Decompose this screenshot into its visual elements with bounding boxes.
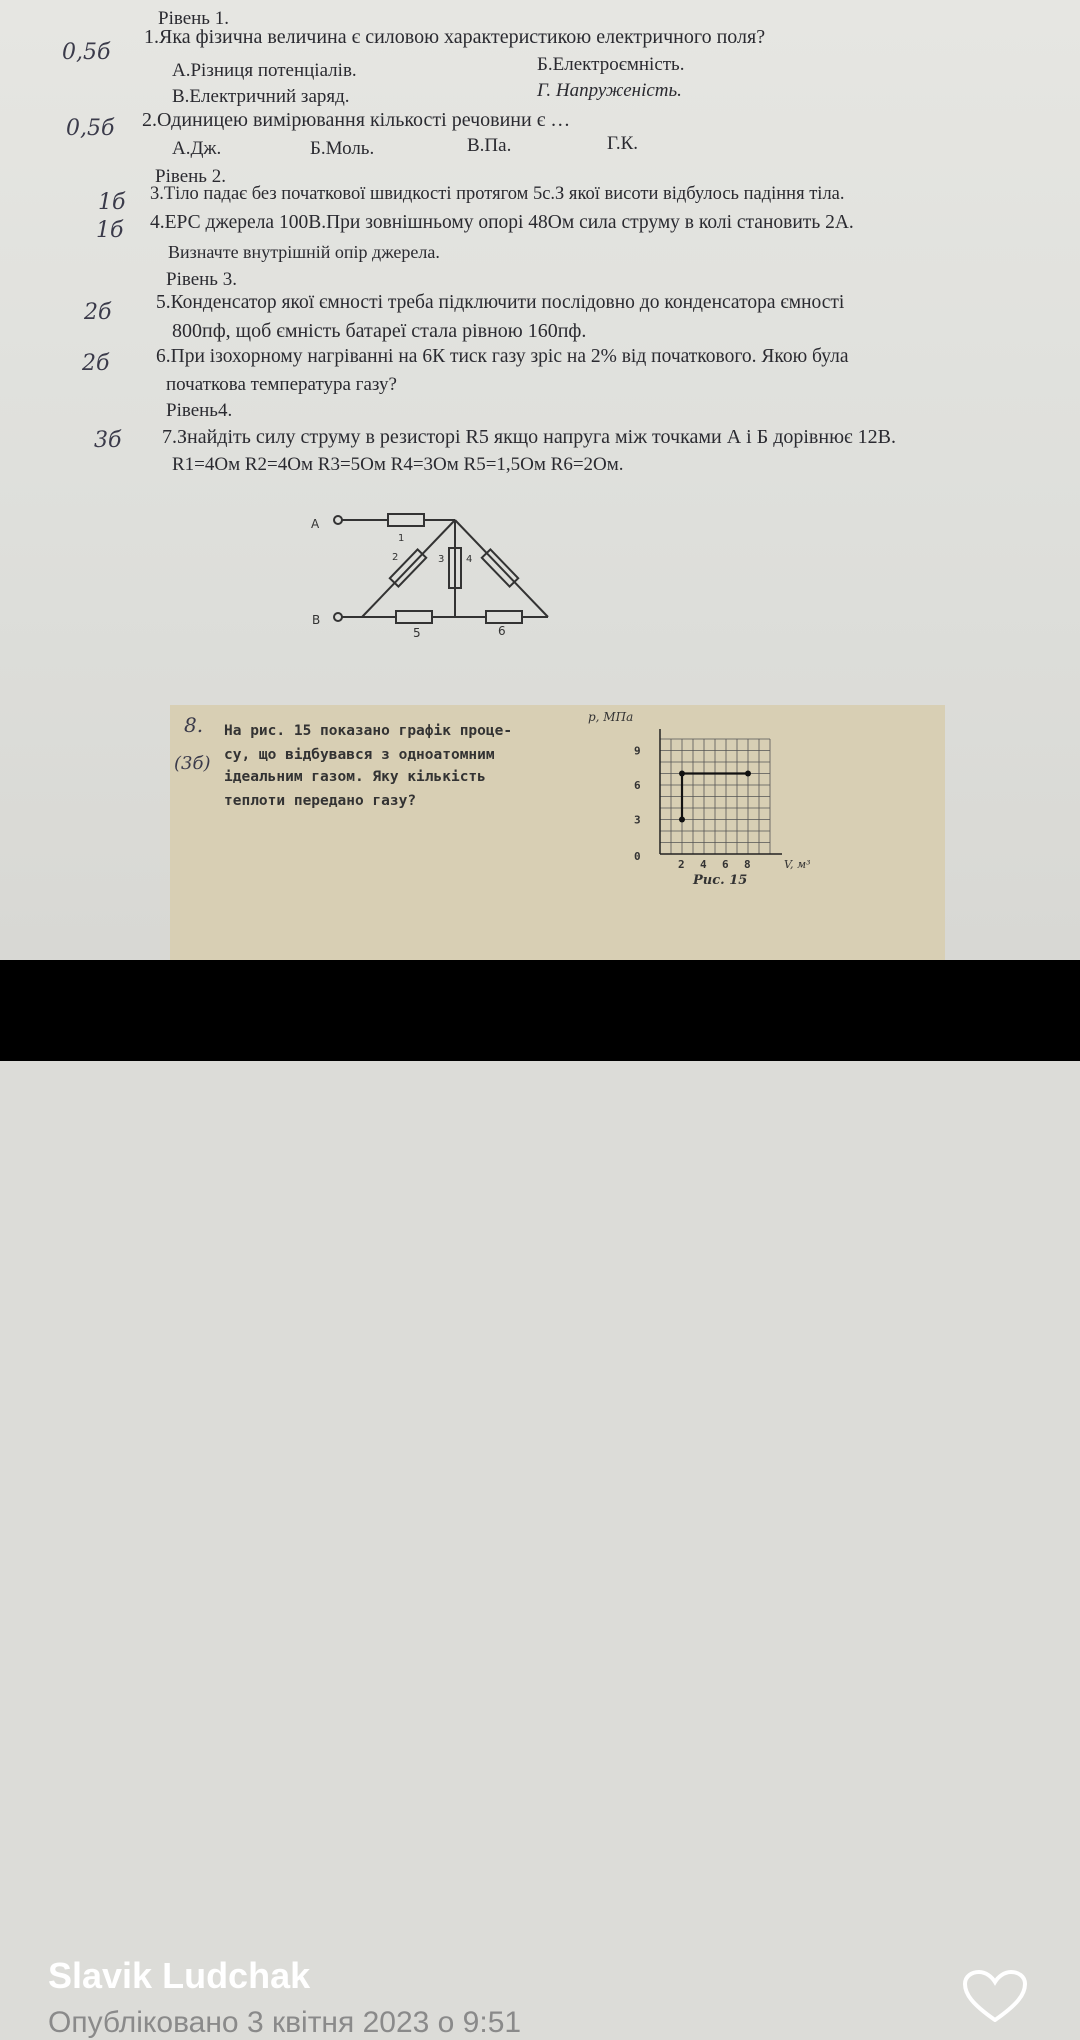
q1-option-d: Г. Напруженість.: [537, 80, 682, 101]
x-tick-label: 4: [700, 858, 707, 871]
heart-icon[interactable]: [962, 1970, 1028, 2022]
q8-line-2: су, що відбувався з одноатомним: [224, 747, 495, 763]
q8-line-4: теплоти передано газу?: [224, 793, 417, 809]
q6-mark: 2б: [82, 351, 110, 376]
y-tick-label: 9: [634, 744, 641, 758]
terminal-a: [334, 516, 342, 524]
q3-mark: 1б: [98, 190, 126, 215]
q2-text: 2.Одиницею вимірювання кількості речовини є …: [142, 109, 571, 131]
circuit-diagram: [300, 505, 560, 650]
q4-line1: 4.ЕРС джерела 100В.При зовнішньому опорі 48Ом сила струму в колі становить 2А.: [150, 212, 854, 233]
q7-line1: 7.Знайдіть силу струму в резисторі R5 якщо напруга між точками А і Б дорівнює 12В.: [162, 426, 896, 448]
label-r4: 4: [466, 554, 473, 565]
label-r1: 1: [398, 533, 405, 544]
q8-number: 8.: [184, 713, 204, 737]
data-point: [679, 771, 685, 777]
level-2-heading: Рівень 2.: [155, 166, 226, 187]
q4-mark: 1б: [96, 218, 124, 243]
q1-option-b: Б.Електроємність.: [537, 54, 685, 75]
resistor-r5: [396, 611, 432, 623]
data-point: [679, 817, 685, 823]
y-tick-label: 3: [634, 813, 641, 827]
origin-label: 0: [634, 850, 641, 863]
label-point-b: В: [312, 613, 321, 627]
q8-mark: (3б): [174, 753, 211, 774]
level-3-heading: Рівень 3.: [166, 269, 237, 290]
q2-option-d: Г.К.: [607, 133, 639, 154]
chart-title: Рис. 15: [693, 873, 748, 888]
q3-text: 3.Тіло падає без початкової швидкості протягом 5с.З якої висоти відбулось падіння тіла.: [150, 184, 845, 204]
q2-mark: 0,5б: [66, 116, 115, 141]
level-4-heading: Рівень4.: [166, 400, 233, 421]
q2-option-b: Б.Моль.: [310, 138, 375, 159]
x-tick-label: 6: [722, 858, 729, 871]
label-r3: 3: [438, 554, 445, 565]
terminal-b: [334, 613, 342, 621]
author-name[interactable]: Slavik Ludchak: [48, 1955, 311, 1996]
x-tick-label: 2: [678, 858, 685, 871]
q6-line2: початкова температура газу?: [166, 374, 397, 395]
pv-chart: [580, 712, 870, 892]
level-1-heading: Рівень 1.: [158, 8, 229, 29]
q8-line-1: На рис. 15 показано графік проце-: [224, 723, 513, 739]
x-axis-label: V, м³: [784, 858, 811, 871]
q5-line1: 5.Конденсатор якої ємності треба підключити послідовно до конденсатора ємності: [156, 292, 845, 313]
q1-text: 1.Яка фізична величина є силовою характеристикою електричного поля?: [144, 26, 766, 48]
label-r5: 5: [413, 626, 421, 640]
resistor-r1: [388, 514, 424, 526]
q2-option-a: А.Дж.: [172, 138, 222, 159]
worksheet-photo: [0, 0, 1080, 960]
q8-line-3: ідеальним газом. Яку кількість: [224, 769, 486, 785]
footer-bar: [0, 960, 1080, 2039]
label-r6: 6: [498, 624, 506, 638]
q1-mark: 0,5б: [62, 40, 111, 65]
q7-line2: R1=4Ом R2=4Ом R3=5Ом R4=3Ом R5=1,5Ом R6=2Ом.: [172, 454, 624, 475]
post-date: Опубліковано 3 квітня 2023 о 9:51: [48, 2006, 522, 2039]
y-tick-label: 6: [634, 779, 641, 792]
q1-option-a: А.Різниця потенціалів.: [172, 60, 357, 81]
q7-mark: 3б: [94, 428, 122, 453]
q5-mark: 2б: [84, 300, 112, 325]
x-tick-label: 8: [744, 858, 751, 871]
q6-line1: 6.При ізохорному нагріванні на 6К тиск газу зріс на 2% від початкового. Якою була: [156, 346, 849, 367]
label-point-a: А: [311, 517, 320, 531]
data-point: [745, 771, 751, 777]
q5-line2: 800пф, щоб ємність батареї стала рівною 160пф.: [172, 320, 587, 342]
q2-option-c: В.Па.: [467, 135, 512, 156]
label-r2: 2: [392, 552, 399, 563]
q1-option-c: В.Електричний заряд.: [172, 86, 350, 107]
q4-line2: Визначте внутрішній опір джерела.: [168, 242, 440, 262]
y-axis-label: p, МПа: [588, 712, 634, 724]
resistor-r6: [486, 611, 522, 623]
